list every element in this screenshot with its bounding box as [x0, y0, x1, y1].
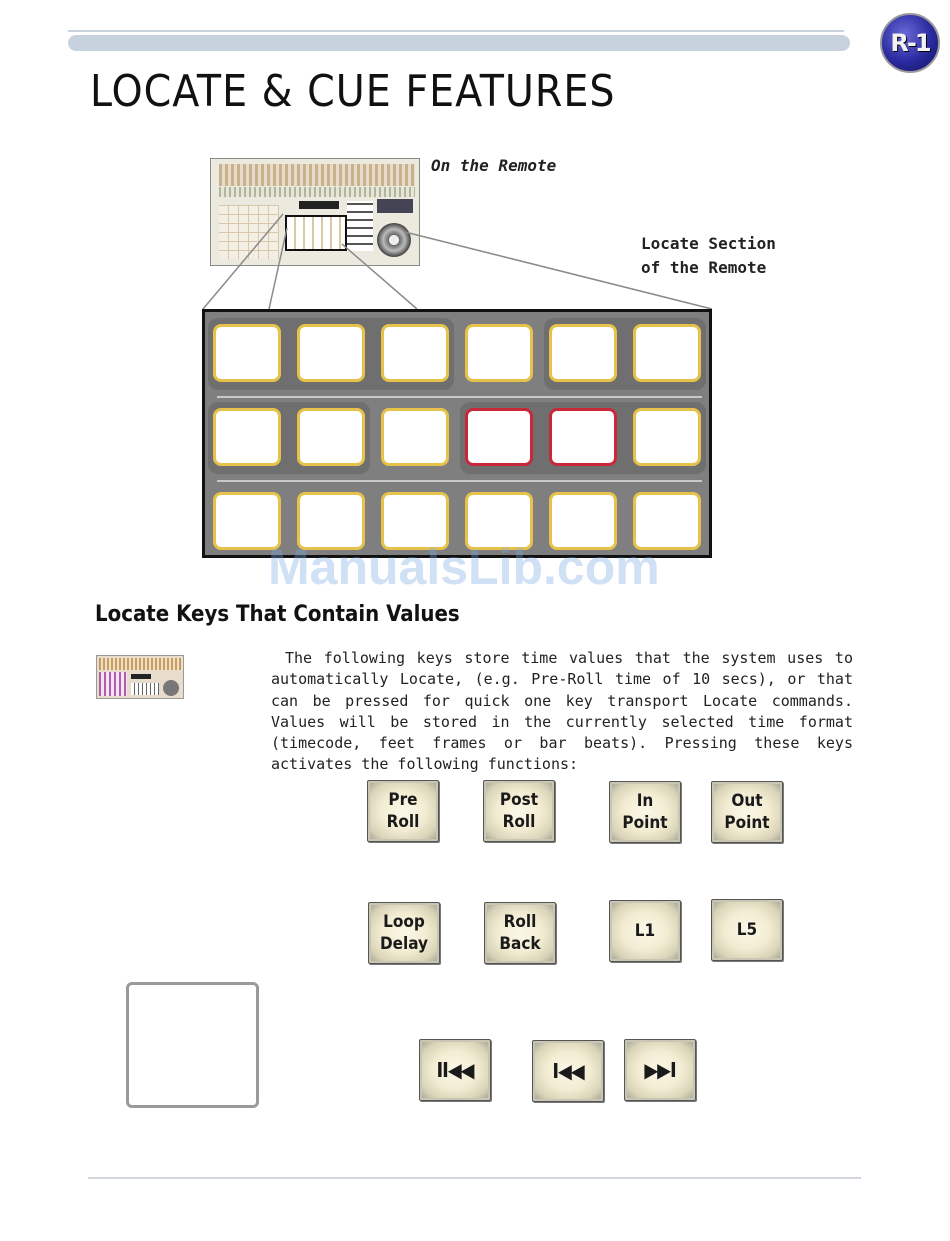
locate-key [549, 324, 617, 382]
locate-key-red [549, 408, 617, 466]
key-label: Out [731, 791, 763, 811]
leader-line-mid [269, 228, 287, 309]
locate-key [633, 408, 701, 466]
fast-forward-to-end-key[interactable] [624, 1039, 696, 1101]
key-label: L1 [634, 921, 656, 941]
l1-key[interactable] [609, 900, 681, 962]
key-label: Loop [383, 912, 425, 932]
locate-key [465, 324, 533, 382]
leader-line-wheel [405, 232, 712, 309]
thumb-keypad [99, 672, 127, 696]
locate-section-panel [202, 309, 712, 558]
key-label: ▶▶I [644, 1058, 676, 1082]
locate-key [381, 324, 449, 382]
locate-key [297, 408, 365, 466]
thumb-faders [99, 658, 183, 670]
in-point-key[interactable] [609, 781, 681, 843]
pre-roll-key[interactable] [367, 780, 439, 842]
key-label: Point [724, 813, 770, 833]
section-paragraph [271, 648, 853, 776]
key-label: Roll [503, 912, 537, 932]
key-label: II◀◀ [436, 1058, 474, 1082]
watermark: ManualsLib.com [268, 539, 660, 595]
key-label: Post [499, 790, 539, 810]
locate-key [633, 324, 701, 382]
l5-key[interactable] [711, 899, 783, 961]
thumb-keys [131, 683, 159, 695]
row-separator [217, 480, 702, 482]
key-label: Back [499, 934, 541, 954]
post-roll-key[interactable] [483, 780, 555, 842]
key-label: Pre [388, 790, 418, 810]
key-label: Roll [502, 812, 536, 832]
key-label: L5 [736, 920, 758, 940]
key-label: In [636, 791, 654, 811]
callout-leader-lines [0, 0, 950, 320]
leader-line-right [342, 244, 417, 309]
empty-key-outline [126, 982, 259, 1108]
paragraph-text: The following keys store time values that the system uses to automatically Locate, (e.g. Pre-Roll time of 10 secs), or that can be pressed for quick one key transport Locate commands. Values will be stored in the currently selected time format (timecode, feet frames or bar beats). Pressing these keys activates the following functions: [271, 649, 853, 774]
callout-locate-section-line2: of the Remote [641, 258, 767, 277]
section-heading: Locate Keys That Contain Values [95, 602, 460, 627]
locate-key-red [465, 408, 533, 466]
locate-key [213, 324, 281, 382]
key-label: Roll [386, 812, 420, 832]
callout-locate-section-line1: Locate Section [641, 234, 776, 253]
return-to-zero-key[interactable] [419, 1039, 491, 1101]
key-label: I◀◀ [552, 1059, 584, 1083]
r1-logo: R-1 [880, 13, 940, 73]
loop-delay-key[interactable] [368, 902, 440, 964]
row-separator [217, 396, 702, 398]
remote-thumbnail [96, 655, 184, 699]
callout-on-the-remote: On the Remote [431, 156, 557, 175]
key-label: Delay [379, 934, 429, 954]
locate-key [381, 408, 449, 466]
out-point-key[interactable] [711, 781, 783, 843]
roll-back-key[interactable] [484, 902, 556, 964]
footer-rule [88, 1177, 861, 1179]
leader-line-left [203, 214, 283, 309]
locate-key [213, 408, 281, 466]
rewind-to-start-key[interactable] [532, 1040, 604, 1102]
locate-key [297, 324, 365, 382]
key-label: Point [622, 813, 668, 833]
thumb-display [131, 674, 151, 679]
thumb-wheel [163, 680, 179, 696]
page-title: LOCATE & CUE FEATURES [90, 66, 616, 117]
